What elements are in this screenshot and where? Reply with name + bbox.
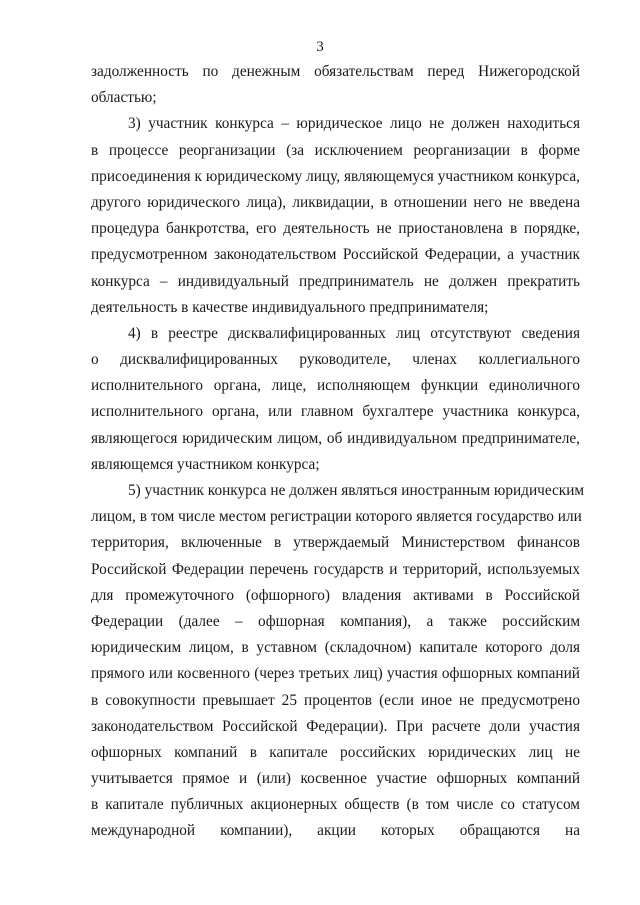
text-line: прямого или косвенного (через третьих лиц) участия офшорных компаний <box>91 665 580 683</box>
text-line: в капитале публичных акционерных обществ (в том числе со статусом <box>91 796 580 814</box>
text-line: задолженность по денежным обязательствам перед Нижегородской <box>91 63 580 80</box>
text-line: законодательством Российской Федерации). При расчете доли участия <box>91 717 580 735</box>
text-line: исполнительного органа, или главном бухгалтере участника конкурса, <box>91 403 580 421</box>
page-number: 3 <box>316 39 324 55</box>
text-line: учитывается прямое и (или) косвенное участие офшорных компаний <box>91 770 580 788</box>
text-line: исполнительного органа, лице, исполняющем функции единоличного <box>91 377 580 395</box>
text-line: являющегося юридическим лицом, об индивидуальном предпринимателе, <box>91 429 580 447</box>
text-line: территория, включенные в утверждаемый Министерством финансов <box>91 534 580 552</box>
text-line: предусмотренном законодательством Российской Федерации, а участник <box>91 246 580 264</box>
text-line: лицом, в том числе местом регистрации которого является государство или <box>91 508 582 526</box>
text-line: областью; <box>91 89 157 107</box>
text-line: для промежуточного (офшорного) владения активами в Российской <box>91 586 580 604</box>
text-line: юридическим лицом, в уставном (складочном) капитале которого доля <box>91 639 580 657</box>
text-line: 3) участник конкурса – юридическое лицо не должен находиться <box>128 115 580 133</box>
text-line: присоединения к юридическому лицу, являющемуся участником конкурса, <box>91 167 580 185</box>
text-line: офшорных компаний в капитале российских юридических лиц не <box>91 743 580 761</box>
text-line: международной компании), акции которых обращаются на <box>91 822 580 840</box>
text-line: в процессе реорганизации (за исключением реорганизации в форме <box>91 141 580 159</box>
text-line: о дисквалифицированных руководителе, членах коллегиального <box>91 351 580 369</box>
text-line: Федерации (далее – офшорная компания), а также российским <box>91 612 580 630</box>
text-line: деятельность в качестве индивидуального предпринимателя; <box>91 298 489 316</box>
text-line: конкурса – индивидуальный предприниматель не должен прекратить <box>91 272 580 290</box>
text-line: 5) участник конкурса не должен являться иностранным юридическим <box>128 482 585 499</box>
text-line: Российской Федерации перечень государств и территорий, используемых <box>91 560 580 578</box>
text-line: являющемся участником конкурса; <box>91 455 320 473</box>
text-line: 4) в реестре дисквалифицированных лиц отсутствуют сведения <box>128 324 580 342</box>
text-line: в совокупности превышает 25 процентов (если иное не предусмотрено <box>91 691 580 709</box>
text-line: другого юридического лица), ликвидации, в отношении него не введена <box>91 193 580 211</box>
text-line: процедура банкротства, его деятельность не приостановлена в порядке, <box>91 220 580 238</box>
document-body <box>91 59 585 845</box>
